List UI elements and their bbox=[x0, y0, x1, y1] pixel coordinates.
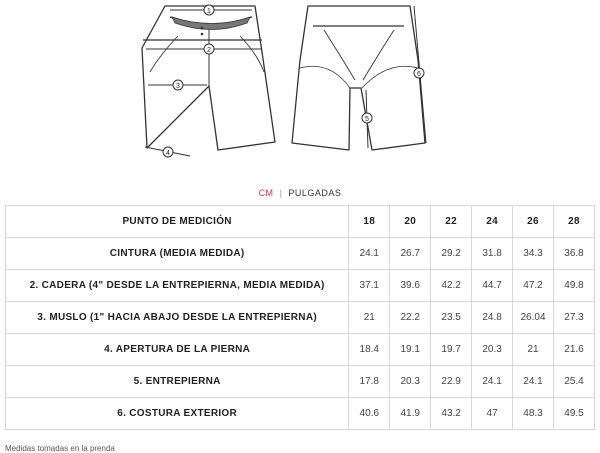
row-label: 5. ENTREPIERNA bbox=[6, 366, 349, 398]
front-button-icon bbox=[201, 33, 204, 36]
table-cell: 19.7 bbox=[431, 334, 472, 366]
table-cell: 23.5 bbox=[431, 302, 472, 334]
table-row bbox=[6, 302, 595, 334]
table-cell: 24.1 bbox=[513, 366, 554, 398]
unit-cm-button[interactable]: CM bbox=[258, 188, 274, 198]
table-cell: 24.1 bbox=[472, 366, 513, 398]
table-cell: 31.8 bbox=[472, 238, 513, 270]
table-cell: 22.9 bbox=[431, 366, 472, 398]
table-cell: 49.8 bbox=[554, 270, 595, 302]
table-cell: 39.6 bbox=[390, 270, 431, 302]
row-label: CINTURA (MEDIA MEDIDA) bbox=[6, 238, 349, 270]
table-cell: 49.5 bbox=[554, 398, 595, 430]
table-row bbox=[6, 238, 595, 270]
row-label: 6. COSTURA EXTERIOR bbox=[6, 398, 349, 430]
table-cell: 37.1 bbox=[349, 270, 390, 302]
svg-text:3: 3 bbox=[176, 83, 180, 90]
unit-separator: | bbox=[279, 188, 283, 198]
table-row bbox=[6, 398, 595, 430]
table-cell: 43.2 bbox=[431, 398, 472, 430]
row-label: 2. CADERA (4" DESDE LA ENTREPIERNA, MEDIA MEDIDA) bbox=[6, 270, 349, 302]
table-cell: 29.2 bbox=[431, 238, 472, 270]
back-shorts-outline bbox=[292, 6, 425, 150]
table-cell: 47.2 bbox=[513, 270, 554, 302]
table-cell: 20.3 bbox=[472, 334, 513, 366]
size-chart-table bbox=[5, 205, 595, 430]
table-cell: 20.3 bbox=[390, 366, 431, 398]
footnote: Medidas tomadas en la prenda bbox=[5, 444, 115, 453]
table-cell: 48.3 bbox=[513, 398, 554, 430]
table-cell: 44.7 bbox=[472, 270, 513, 302]
unit-inches-button[interactable]: PULGADAS bbox=[288, 188, 342, 198]
header-measurement-point: PUNTO DE MEDICIÓN bbox=[6, 206, 349, 238]
table-row bbox=[6, 334, 595, 366]
table-cell: 42.2 bbox=[431, 270, 472, 302]
table-cell: 34.3 bbox=[513, 238, 554, 270]
table-cell: 27.3 bbox=[554, 302, 595, 334]
svg-text:1: 1 bbox=[207, 8, 211, 15]
table-cell: 41.9 bbox=[390, 398, 431, 430]
marker-3-icon bbox=[173, 80, 183, 90]
header-size: 20 bbox=[390, 206, 431, 238]
marker-4-icon bbox=[163, 147, 173, 157]
table-cell: 36.8 bbox=[554, 238, 595, 270]
front-button-icon bbox=[201, 27, 204, 30]
table-cell: 21 bbox=[513, 334, 554, 366]
table-cell: 24.8 bbox=[472, 302, 513, 334]
table-cell: 21.6 bbox=[554, 334, 595, 366]
row-label: 4. APERTURA DE LA PIERNA bbox=[6, 334, 349, 366]
header-size: 22 bbox=[431, 206, 472, 238]
svg-text:2: 2 bbox=[207, 47, 211, 54]
table-row bbox=[6, 270, 595, 302]
table-cell: 24.1 bbox=[349, 238, 390, 270]
header-size: 26 bbox=[513, 206, 554, 238]
table-cell: 40.6 bbox=[349, 398, 390, 430]
marker-5-icon bbox=[362, 113, 372, 123]
table-cell: 19.1 bbox=[390, 334, 431, 366]
row-label: 3. MUSLO (1" HACIA ABAJO DESDE LA ENTREPIERNA) bbox=[6, 302, 349, 334]
header-size: 28 bbox=[554, 206, 595, 238]
shorts-measurement-diagram bbox=[0, 0, 600, 175]
table-cell: 25.4 bbox=[554, 366, 595, 398]
table-header-row bbox=[6, 206, 595, 238]
table-cell: 18.4 bbox=[349, 334, 390, 366]
marker-2-icon bbox=[204, 44, 214, 54]
header-size: 18 bbox=[349, 206, 390, 238]
header-size: 24 bbox=[472, 206, 513, 238]
svg-text:6: 6 bbox=[417, 71, 421, 78]
table-row bbox=[6, 366, 595, 398]
table-cell: 17.8 bbox=[349, 366, 390, 398]
marker-1-icon bbox=[204, 5, 214, 15]
unit-toggle bbox=[0, 188, 600, 198]
table-cell: 26.04 bbox=[513, 302, 554, 334]
table-cell: 47 bbox=[472, 398, 513, 430]
marker-6-icon bbox=[414, 68, 424, 78]
svg-text:4: 4 bbox=[166, 150, 170, 157]
table-cell: 26.7 bbox=[390, 238, 431, 270]
table-cell: 22.2 bbox=[390, 302, 431, 334]
svg-text:5: 5 bbox=[365, 116, 369, 123]
table-cell: 21 bbox=[349, 302, 390, 334]
